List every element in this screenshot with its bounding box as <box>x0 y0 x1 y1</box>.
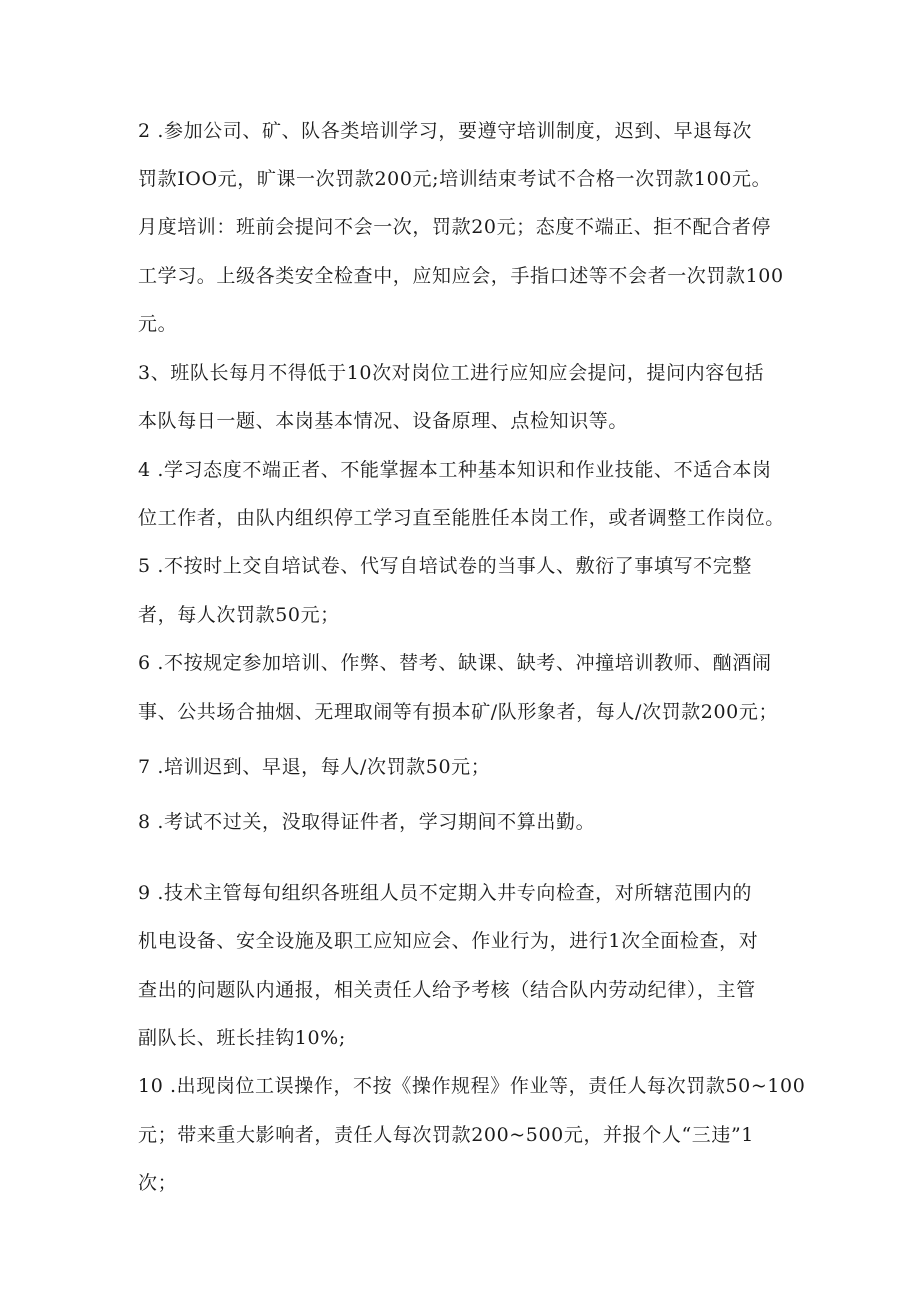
text-line: 月度培训：班前会提问不会一次，罚款20元；态度不端正、拒不配合者停 <box>138 216 771 238</box>
text-line: 者，每人次罚款50元； <box>138 604 340 626</box>
text-line: 6 .不按规定参加培训、作弊、替考、缺课、缺考、冲撞培训教师、酗酒闹 <box>138 652 772 674</box>
text-line: 机电设备、安全设施及职工应知应会、作业行为，进行1次全面检查，对 <box>138 930 759 952</box>
text-line: 位工作者，由队内组织停工学习直至能胜任本岗工作，或者调整工作岗位。 <box>138 507 785 529</box>
text-line: 查出的问题队内通报，相关责任人给予考核（结合队内劳动纪律），主管 <box>138 979 756 1001</box>
text-line: 7 .培训迟到、早退，每人/次罚款50元； <box>138 756 491 778</box>
text-line: 事、公共场合抽烟、无理取闹等有损本矿/队形象者，每人/次罚款200元； <box>138 701 779 723</box>
text-line: 元。 <box>138 313 178 335</box>
text-line: 9 .技术主管每旬组织各班组人员不定期入井专向检查，对所辖范围内的 <box>138 882 752 904</box>
text-line: 元；带来重大影响者，责任人每次罚款200~500元，并报个人“三违”1 <box>138 1124 754 1146</box>
text-line: 8 .考试不过关，没取得证件者，学习期间不算出勤。 <box>138 811 596 833</box>
text-line: 4 .学习态度不端正者、不能掌握本工种基本知识和作业技能、不适合本岗 <box>138 459 772 481</box>
text-line: 副队长、班长挂钩10%; <box>138 1027 346 1049</box>
text-line: 2 .参加公司、矿、队各类培训学习，要遵守培训制度，迟到、早退每次 <box>138 120 752 142</box>
text-line: 5 .不按时上交自培试卷、代写自培试卷的当事人、敷衍了事填写不完整 <box>138 555 752 577</box>
text-line: 次； <box>138 1172 178 1194</box>
text-line: 工学习。上级各类安全检查中，应知应会，手指口述等不会者一次罚款100 <box>138 265 784 287</box>
text-line: 罚款IOO元，旷课一次罚款200元;培训结束考试不合格一次罚款100元。 <box>138 168 772 190</box>
text-line: 3、班队长每月不得低于10次对岗位工进行应知应会提问，提问内容包括 <box>138 362 765 384</box>
text-line: 10 .出现岗位工误操作，不按《操作规程》作业等，责任人每次罚款50~100 <box>138 1075 806 1097</box>
text-line: 本队每日一题、本岗基本情况、设备原理、点检知识等。 <box>138 410 629 432</box>
